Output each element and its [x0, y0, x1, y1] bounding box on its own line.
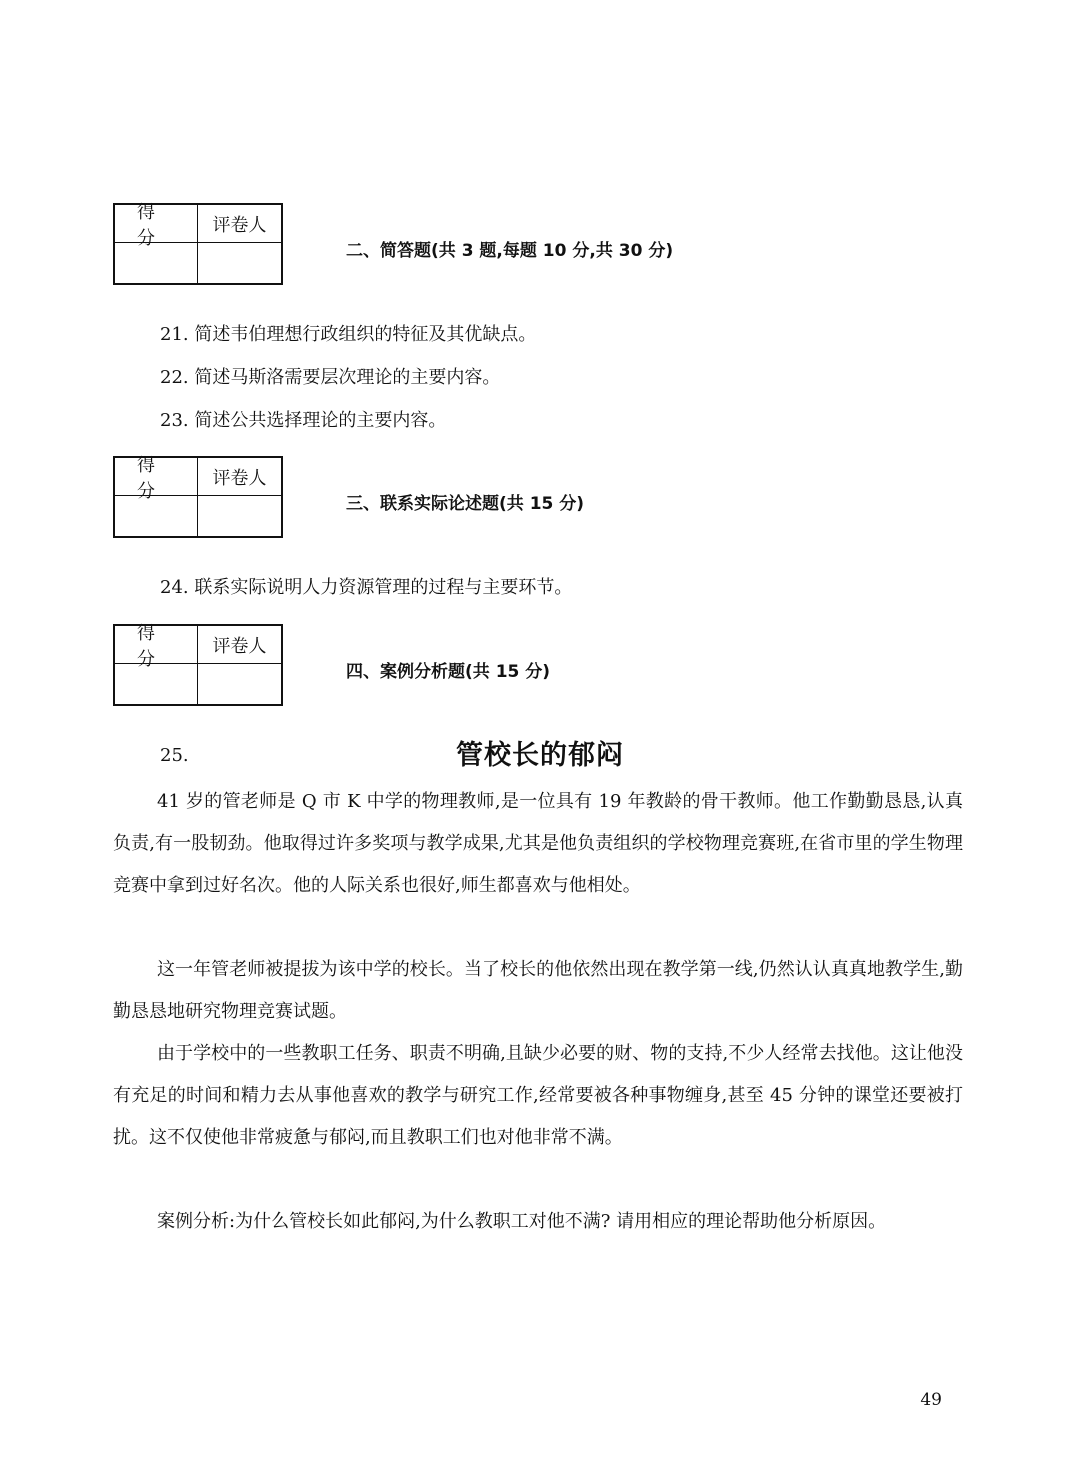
grader-cell [198, 664, 281, 704]
score-label: 得分 [115, 205, 198, 243]
case-paragraph-2: 这一年管老师被提拔为该中学的校长。当了校长的他依然出现在教学第一线,仍然认认真真地教学生,勤勤恳恳地研究物理竞赛试题。 [113, 959, 963, 1022]
score-cell [115, 496, 198, 536]
score-table [113, 456, 283, 538]
question-22: 22. 简述马斯洛需要层次理论的主要内容。 [160, 367, 501, 388]
grader-cell [198, 496, 281, 536]
case-paragraph-1: 41 岁的管老师是 Q 市 K 中学的物理教师,是一位具有 19 年教龄的骨干教师。他工作勤勤恳恳,认真负责,有一股韧劲。他取得过许多奖项与教学成果,尤其是他负责组织的学校物理竞赛班,在省市里的学生物理竞赛中拿到过好名次。他的人际关系也很好,师生都喜欢与他相处。 [113, 791, 963, 896]
case-paragraph-3: 由于学校中的一些教职工任务、职责不明确,且缺少必要的财、物的支持,不少人经常去找他。这让他没有充足的时间和精力去从事他喜欢的教学与研究工作,经常要被各种事物缠身,甚至 45 分钟的课堂还要被打扰。这不仅使他非常疲惫与郁闷,而且教职工们也对他非常不满。 [113, 1043, 963, 1148]
case-title: 管校长的郁闷 [456, 740, 624, 771]
section-title-3: 三、联系实际论述题(共 15 分) [346, 494, 585, 514]
score-label: 得分 [115, 626, 198, 664]
grader-label: 评卷人 [198, 205, 281, 243]
grader-label: 评卷人 [198, 626, 281, 664]
page-number: 49 [920, 1390, 942, 1410]
section-title-4: 四、案例分析题(共 15 分) [346, 662, 551, 682]
score-label: 得分 [115, 458, 198, 496]
question-21: 21. 简述韦伯理想行政组织的特征及其优缺点。 [160, 324, 537, 345]
score-table [113, 624, 283, 706]
grader-cell [198, 243, 281, 283]
grader-label: 评卷人 [198, 458, 281, 496]
score-table [113, 203, 283, 285]
section-title-2: 二、简答题(共 3 题,每题 10 分,共 30 分) [346, 241, 674, 261]
case-number: 25. [160, 745, 189, 766]
question-23: 23. 简述公共选择理论的主要内容。 [160, 410, 447, 431]
score-cell [115, 243, 198, 283]
case-paragraph-4: 案例分析:为什么管校长如此郁闷,为什么教职工对他不满? 请用相应的理论帮助他分析原因。 [157, 1211, 887, 1232]
question-24: 24. 联系实际说明人力资源管理的过程与主要环节。 [160, 577, 573, 598]
score-cell [115, 664, 198, 704]
